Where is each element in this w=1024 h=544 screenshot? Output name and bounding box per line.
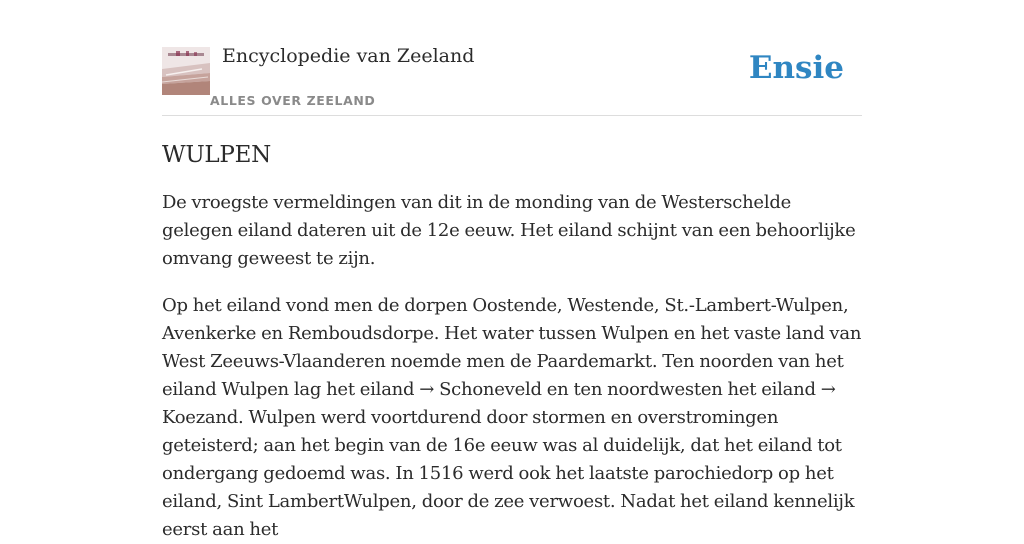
article-paragraph: De vroegste vermeldingen van dit in de monding van de Westerschelde gelegen eiland dateren uit de 12e eeuw. Het eiland schijnt van een behoorlijke omvang geweest te zijn. — [162, 192, 856, 269]
site-title[interactable]: Encyclopedie van Zeeland — [222, 45, 475, 67]
article-paragraph: Op het eiland vond men de dorpen Oostende, Westende, St.-Lambert-Wulpen, Avenkerke en Remboudsdorpe. Het water tussen Wulpen en het vaste land van West Zeeuws-Vlaanderen noemde men de Paardemarkt. Ten noorden van het eiland Wulpen lag het eiland → Schoneveld en ten noordwesten het eiland → Koezand. Wulpen werd voortdurend door stormen en overstromingen geteisterd; aan het begin van de 16e eeuw was al duidelijk, dat het eiland tot ondergang gedoemd was. In 1516 werd ook het laatste parochiedorp op het eiland, Sint LambertWulpen, door de zee verwoest. Nadat het eiland kennelijk eerst aan het — [162, 295, 862, 540]
article-title: WULPEN — [162, 142, 271, 168]
site-header — [162, 0, 862, 116]
site-avatar[interactable] — [162, 47, 210, 95]
site-subtitle: ALLES OVER ZEELAND — [210, 93, 376, 108]
ensie-logo-link[interactable]: Ensie — [748, 50, 844, 86]
article — [162, 138, 862, 544]
landscape-thumbnail-icon — [162, 47, 210, 95]
